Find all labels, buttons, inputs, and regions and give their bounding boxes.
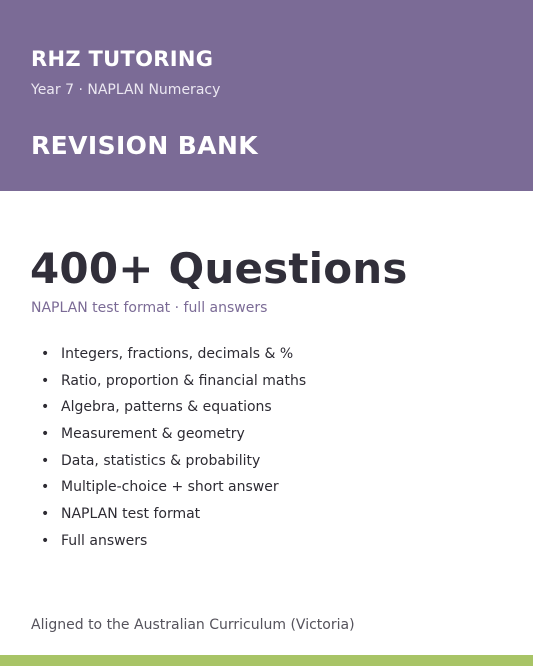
- bullet-icon: •: [41, 452, 50, 469]
- feature-text: Integers, fractions, decimals & %: [61, 346, 294, 362]
- curriculum-note: Aligned to the Australian Curriculum (Victoria): [31, 617, 355, 633]
- feature-text: Ratio, proportion & financial maths: [61, 372, 307, 389]
- header-banner: [0, 0, 533, 191]
- bullet-icon: •: [41, 399, 50, 416]
- bullet-icon: •: [41, 532, 50, 549]
- footer-accent-bar: [0, 655, 533, 666]
- bullet-icon: •: [41, 372, 50, 389]
- feature-text: Algebra, patterns & equations: [61, 399, 272, 416]
- brand-name: RHZ TUTORING: [31, 47, 214, 71]
- feature-text: Measurement & geometry: [61, 426, 245, 443]
- feature-text: Full answers: [61, 532, 148, 549]
- tagline: NAPLAN test format · full answers: [31, 300, 268, 316]
- bullet-icon: •: [41, 506, 50, 523]
- feature-text: NAPLAN test format: [61, 506, 201, 523]
- feature-text: Data, statistics & probability: [61, 452, 261, 469]
- bullet-icon: •: [41, 426, 50, 443]
- bullet-icon: •: [41, 479, 50, 496]
- header-subtitle: Year 7 · NAPLAN Numeracy: [31, 82, 221, 98]
- feature-text: Multiple-choice + short answer: [61, 479, 279, 496]
- section-title: REVISION BANK: [31, 131, 259, 160]
- bullet-icon: •: [41, 346, 50, 362]
- page-headline: 400+ Questions: [30, 244, 408, 293]
